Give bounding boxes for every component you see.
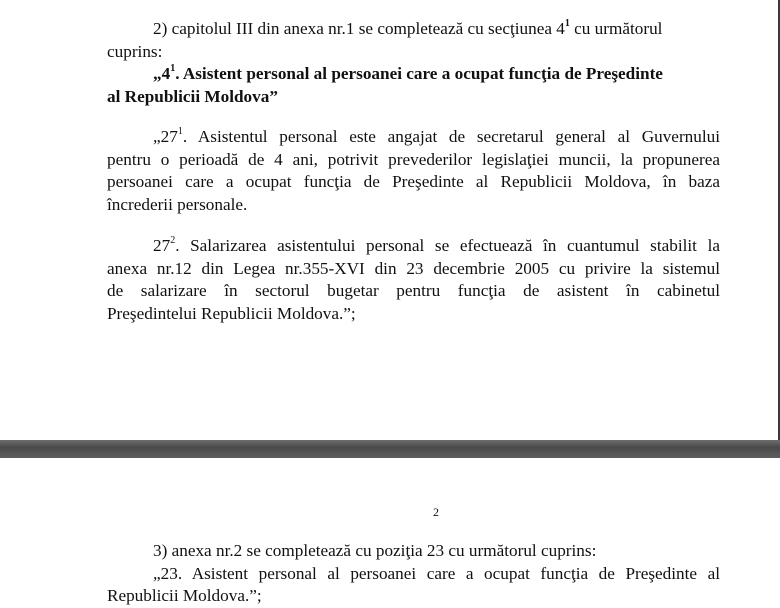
paragraph-27-2 [107,235,720,325]
page-separator [0,440,780,458]
paragraph-27-1-line-3: persoanei care a ocupat funcţia de Preşedinte al Republicii Moldova, în baza [107,172,720,191]
section-heading-line-2: al Republicii Moldova” [107,86,278,106]
item-3-line: 3) anexa nr.2 se completează cu poziţia 23 cu următorul cuprins: [153,541,597,560]
paragraph-27-1-line-4: încrederii personale. [107,194,248,214]
section-heading-line-1: $„4^1$. Asistent personal al persoanei care a ocupat funcţia de Preşedinte [153,63,663,83]
paragraph-27-2-line-1: $27^2$. Salarizarea asistentului personal se efectuează în cuantumul stabilit la [153,235,720,255]
item-2-line-1: 2) capitolul III din anexa nr.1 se completează cu secţiunea $4^1$ cu următorul [153,18,663,38]
item-2-paragraph [107,18,720,63]
paragraph-27-1-line-2: pentru o perioadă de 4 ani, potrivit prevederilor legislaţiei muncii, la propunerea [107,149,720,169]
paragraph-27-2-line-2: anexa nr.12 din Legea nr.355-XVI din 23 decembrie 2005 cu privire la sistemul [107,258,720,278]
item-3-paragraph [107,540,720,608]
page-number: 2 [433,505,439,519]
paragraph-23-line-1: „23. Asistent personal al persoanei care a ocupat funcţia de Preşedinte al [153,563,720,583]
paragraph-27-2-line-3: de salarizare în sectorul bugetar pentru funcţia de asistent în cabinetul [107,281,720,300]
section-heading [107,63,720,108]
paragraph-27-2-line-4: Preşedintelui Republicii Moldova.”; [107,303,356,323]
paragraph-27-1-line-1: $„27^1$. Asistentul personal este angajat de secretarul general al Guvernului [153,126,720,146]
paragraph-23-line-2: Republicii Moldova.”; [107,586,262,605]
paragraph-27-1 [107,126,720,216]
item-2-line-2: cuprins: [107,41,163,61]
